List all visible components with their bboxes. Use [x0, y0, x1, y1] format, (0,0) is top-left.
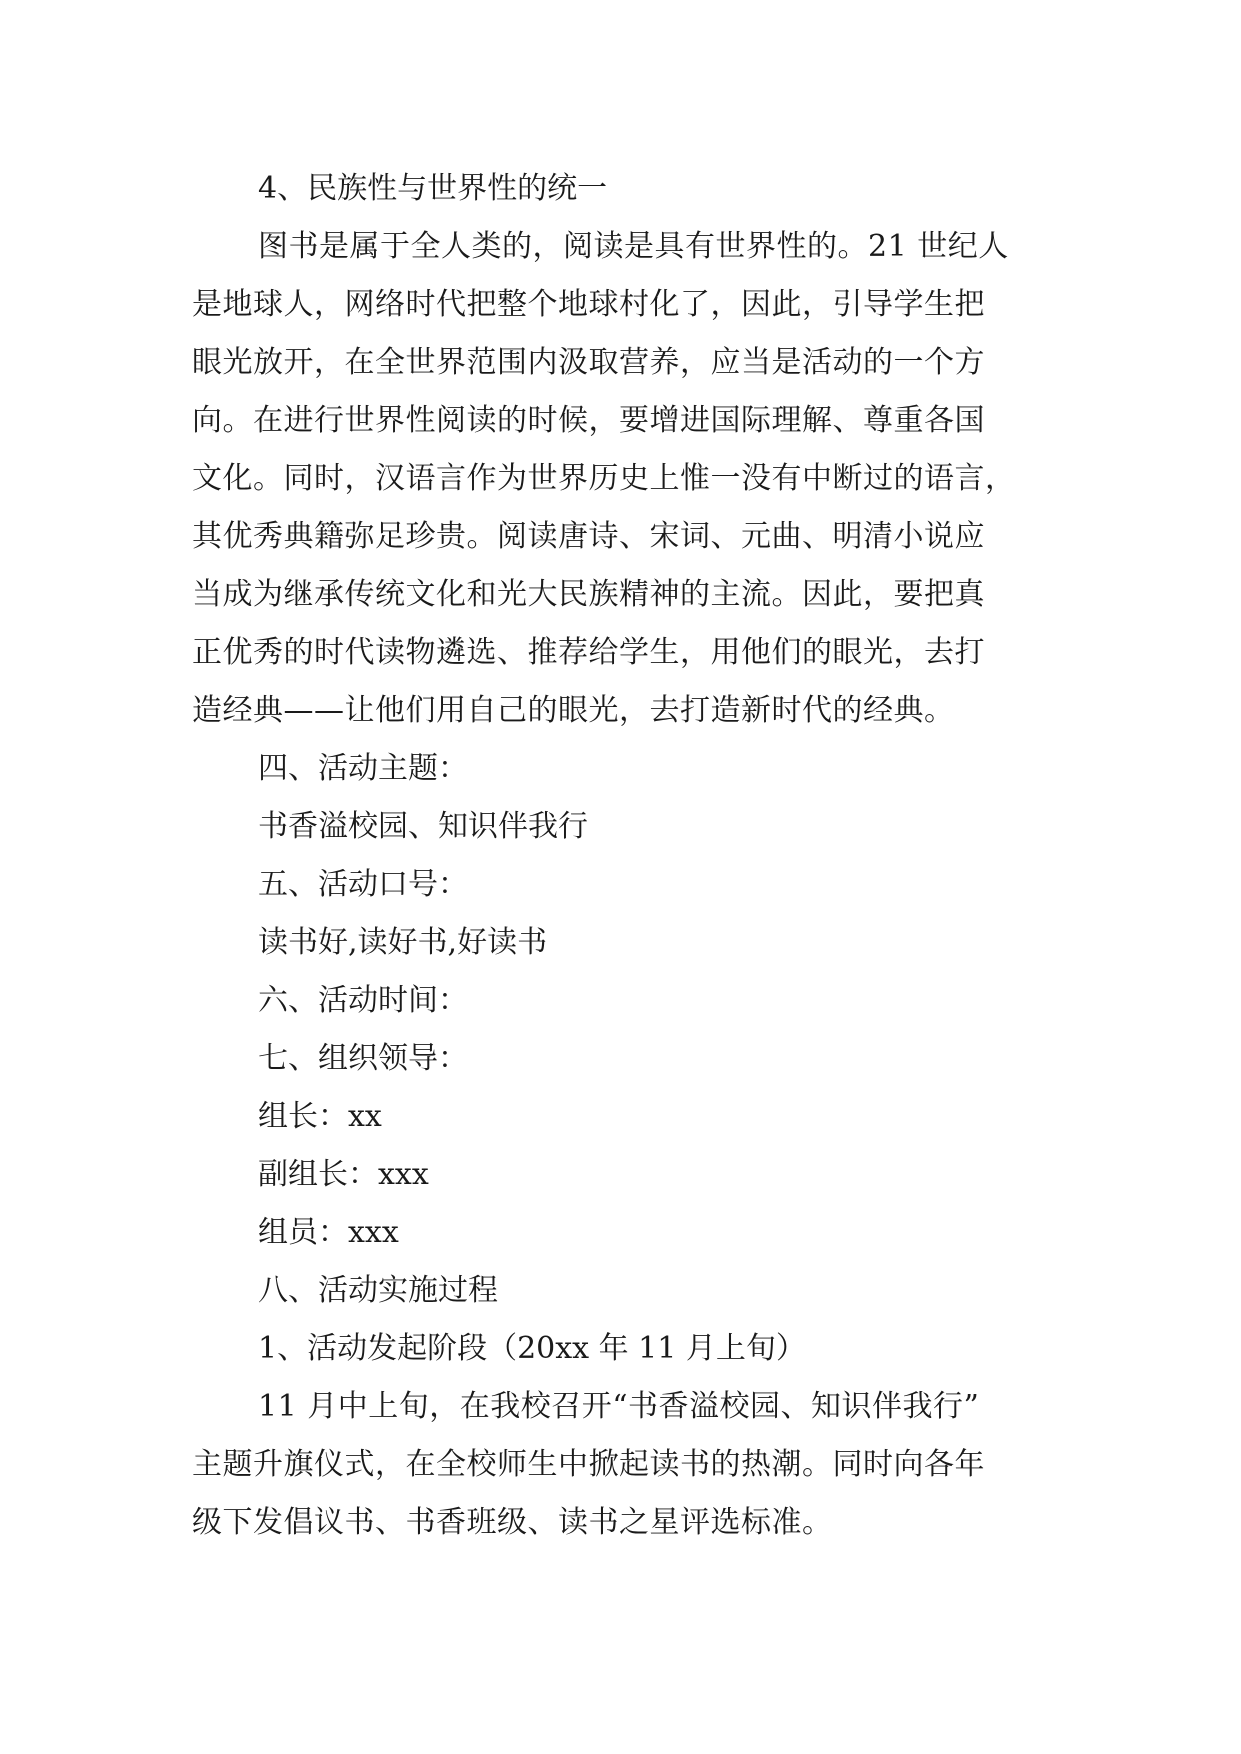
paragraph-line: 11 月中上旬，在我校召开“书香溢校园、知识伴我行”: [258, 1389, 980, 1424]
paragraph-line: 向。在进行世界性阅读的时候，要增进国际理解、尊重各国: [192, 403, 985, 438]
paragraph-national-and-world: [192, 218, 1052, 740]
stage1-heading: 1、活动发起阶段（20xx 年 11 月上旬）: [258, 1331, 806, 1366]
paragraph-line: 图书是属于全人类的，阅读是具有世界性的。21 世纪人: [258, 229, 1009, 264]
section-heading-slogan: 五、活动口号：: [258, 867, 468, 902]
deputy-leader-line: 副组长：xxx: [258, 1157, 429, 1192]
paragraph-line: 其优秀典籍弥足珍贵。阅读唐诗、宋词、元曲、明清小说应: [192, 519, 985, 554]
paragraph-line: 是地球人，网络时代把整个地球村化了，因此，引导学生把: [192, 287, 985, 322]
section-heading-organization: 七、组织领导：: [258, 1041, 468, 1076]
document-body: [192, 160, 1052, 1552]
section-heading-time: 六、活动时间：: [258, 983, 468, 1018]
paragraph-line: 级下发倡议书、书香班级、读书之星评选标准。: [192, 1505, 833, 1540]
section-heading-national-and-world: 4、民族性与世界性的统一: [258, 171, 608, 206]
section-heading-process: 八、活动实施过程: [258, 1273, 498, 1308]
leader-line: 组长：xx: [258, 1099, 382, 1134]
paragraph-stage1: [192, 1378, 1052, 1552]
paragraph-line: 眼光放开，在全世界范围内汲取营养，应当是活动的一个方: [192, 345, 985, 380]
paragraph-line: 造经典——让他们用自己的眼光，去打造新时代的经典。: [192, 693, 955, 728]
paragraph-line: 当成为继承传统文化和光大民族精神的主流。因此，要把真: [192, 577, 985, 612]
section-heading-theme: 四、活动主题：: [258, 751, 468, 786]
theme-text: 书香溢校园、知识伴我行: [258, 809, 588, 844]
paragraph-line: 文化。同时，汉语言作为世界历史上惟一没有中断过的语言，: [192, 461, 1016, 496]
paragraph-line: 正优秀的时代读物遴选、推荐给学生，用他们的眼光，去打: [192, 635, 985, 670]
slogan-text: 读书好,读好书,好读书: [258, 925, 548, 960]
members-line: 组员：xxx: [258, 1215, 399, 1250]
paragraph-line: 主题升旗仪式，在全校师生中掀起读书的热潮。同时向各年: [192, 1447, 985, 1482]
